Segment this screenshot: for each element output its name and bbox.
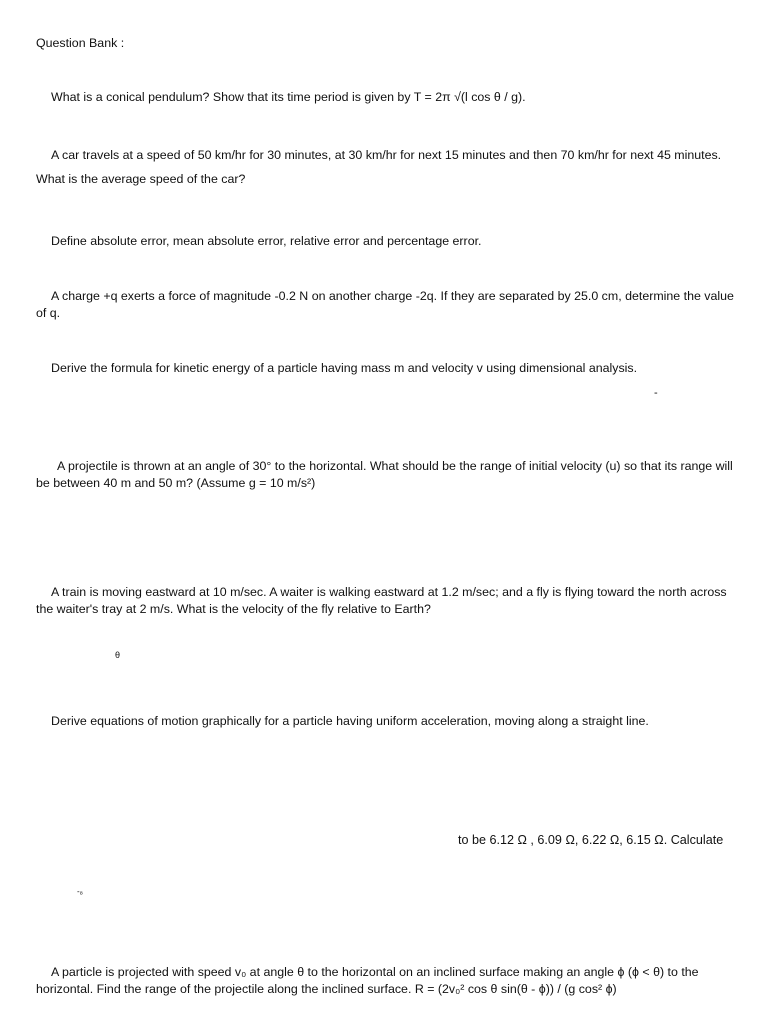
question-kinetic-energy: Derive the formula for kinetic energy of a particle having mass m and velocity v using dimensional analysis. — [51, 361, 638, 375]
question-average-speed: A car travels at a speed of 50 km/hr for 30 minutes, at 30 km/hr for next 15 minutes and then 70 km/hr for next 45 minutes. What is the average speed of the car? — [36, 148, 722, 186]
resistance-measurement-fragment: to be 6.12 Ω , 6.09 Ω, 6.22 Ω, 6.15 Ω. Calculate — [458, 833, 724, 847]
question-relative-velocity: A train is moving eastward at 10 m/sec. A waiter is walking eastward at 1.2 m/sec; and a fly is flying toward the north across the waiter's tray at 2 m/s. What is the velocity of the fly relative to Earth? — [36, 585, 727, 616]
question-projectile-range: A projectile is thrown at an angle of 30° to the horizontal. What should be the range of initial velocity (u) so that its range will be between 40 m and 50 m? (Assume g = 10 m/s²) — [36, 459, 733, 490]
question-error-definitions: Define absolute error, mean absolute error, relative error and percentage error. — [51, 234, 482, 248]
stray-subscript-mark: -₈ — [77, 887, 83, 896]
stray-theta-mark: θ — [115, 650, 121, 660]
question-equations-of-motion: Derive equations of motion graphically for a particle having uniform acceleration, moving along a straight line. — [51, 714, 649, 728]
question-inclined-projectile: A particle is projected with speed v₀ at angle θ to the horizontal on an inclined surface making an angle ϕ (ϕ < θ) to the horizontal. Find the range of the projectile along the inclined surface. R = (2v₀² cos θ sin(θ - ϕ)) / (g cos² ϕ) — [36, 965, 699, 996]
question-conical-pendulum: What is a conical pendulum? Show that its time period is given by T = 2π √(l cos θ / g). — [51, 90, 526, 104]
question-charge-force: A charge +q exerts a force of magnitude -0.2 N on another charge -2q. If they are separated by 25.0 cm, determine the value of q. — [36, 289, 734, 320]
stray-dash-mark: - — [654, 387, 658, 399]
page-heading: Question Bank : — [36, 36, 125, 50]
